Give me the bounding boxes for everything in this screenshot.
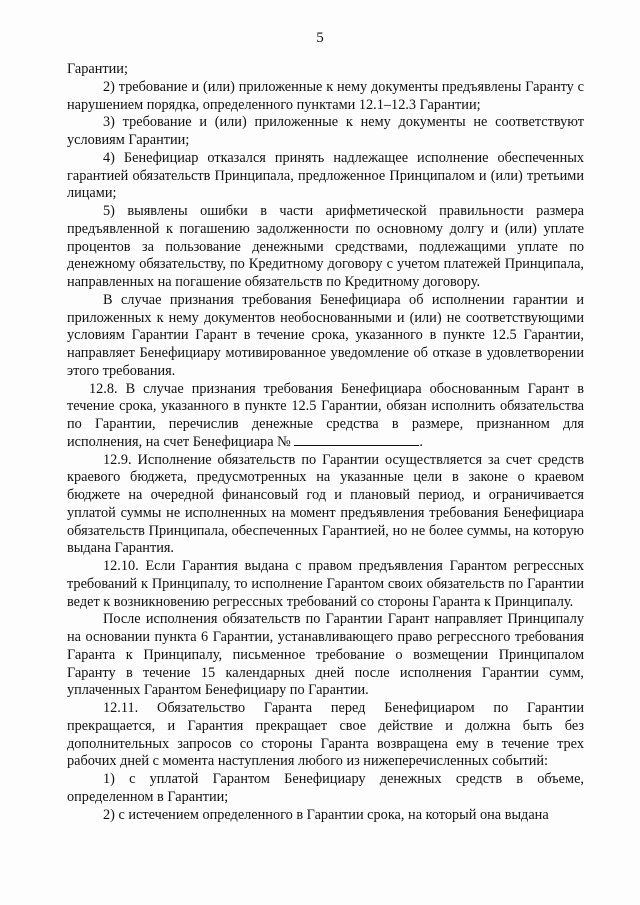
paragraph-p12 <box>67 771 584 807</box>
document-body <box>67 61 584 824</box>
page-number: 5 <box>316 30 324 46</box>
paragraph-p05 <box>67 203 584 292</box>
paragraph-text: После исполнения обязательств по Гарантии Гарант направляет Принципалу на основании пункта 6 Гарантии, устанавливающего право регрессного требования Гаранта к Принципалу, письменное требование о возмещении Принципалом Гаранту в течение 15 календарных дней после исполнения Гарантии сумм, уплаченных Гарантом Бенефициару по Гарантии. <box>67 611 584 699</box>
paragraph-p09 <box>67 558 584 611</box>
paragraph-text: 4) Бенефициар отказался принять надлежащее исполнение обеспеченных гарантией обязательств Принципала, предложенное Принципалом и (или) третьими лицами; <box>67 149 584 202</box>
paragraph-p11 <box>67 700 584 771</box>
paragraph-text: Гарантии; <box>67 61 128 77</box>
account-number-blank <box>294 435 419 446</box>
paragraph-text: 12.9. Исполнение обязательств по Гарантии осуществляется за счет средств краевого бюджета, предусмотренных на указанные цели в законе о краевом бюджете на очередной финансовый год и плановый период, и ограничивается уплатой суммы не исполненных на момент предъявления требования Бенефициара обязательств Принципала, обеспеченных Гарантией, но не более суммы, на которую выдана Гарантия. <box>67 451 584 557</box>
paragraph-text: 2) требование и (или) приложенные к нему документы предъявлены Гаранту с нарушением порядка, определенного пунктами 12.1–12.3 Гарантии; <box>67 78 584 113</box>
paragraph-p08 <box>67 452 584 559</box>
paragraph-text: 3) требование и (или) приложенные к нему документы не соответствуют условиям Гарантии; <box>67 114 584 148</box>
paragraph-text: 12.10. Если Гарантия выдана с правом предъявления Гарантом регрессных требований к Принципалу, то исполнение Гарантом своих обязательств по Гарантии ведет к возникновению регрессных требований со стороны Гаранта к Принципалу. <box>67 558 584 610</box>
paragraph-p03 <box>67 114 584 150</box>
paragraph-text: 5) выявлены ошибки в части арифметической правильности размера предъявленной к погашению задолженности по основному долгу и (или) уплате процентов за пользование денежными средствами, подлежащими уплате по денежному обязательству, по Кредитному договору с учетом платежей Принципала, направленных на погашение обязательств по Кредитному договору. <box>67 203 584 290</box>
paragraph-p10 <box>67 611 584 700</box>
paragraph-text: 1) с уплатой Гарантом Бенефициару денежных средств в объеме, определенном в Гарантии; <box>67 771 584 805</box>
paragraph-p04 <box>67 150 584 203</box>
paragraph-text: В случае признания требования Бенефициара об исполнении гарантии и приложенных к нему документов необоснованными и (или) не соответствующими условиям Гарантии Гарант в течение срока, указанного в пункте 12.5 Гарантии, направляет Бенефициару мотивированное уведомление об отказе в удовлетворении этого требования. <box>67 291 584 379</box>
paragraph-p02 <box>67 79 584 115</box>
paragraph-p01 <box>67 61 584 79</box>
paragraph-p07 <box>67 381 584 452</box>
paragraph-p13 <box>67 807 584 825</box>
paragraph-text: 12.8. В случае признания требования Бенефициара обоснованным Гарант в течение срока, указанного в пункте 12.5 Гарантии, обязан исполнить обязательства по Гарантии, перечислив денежные средства в размере, признанном для исполнения, на счет Бенефициара № <box>67 380 584 450</box>
paragraph-p06 <box>67 292 584 381</box>
paragraph-suffix: . <box>419 433 423 450</box>
paragraph-text: 12.11. Обязательство Гаранта перед Бенефициаром по Гарантии прекращается, и Гарантия прекращает свое действие и должна быть без дополнительных запросов со стороны Гаранта возвращена ему в течение трех рабочих дней с момента наступления любого из нижеперечисленных событий: <box>67 700 584 770</box>
paragraph-text: 2) с истечением определенного в Гарантии срока, на который она выдана <box>103 806 549 823</box>
